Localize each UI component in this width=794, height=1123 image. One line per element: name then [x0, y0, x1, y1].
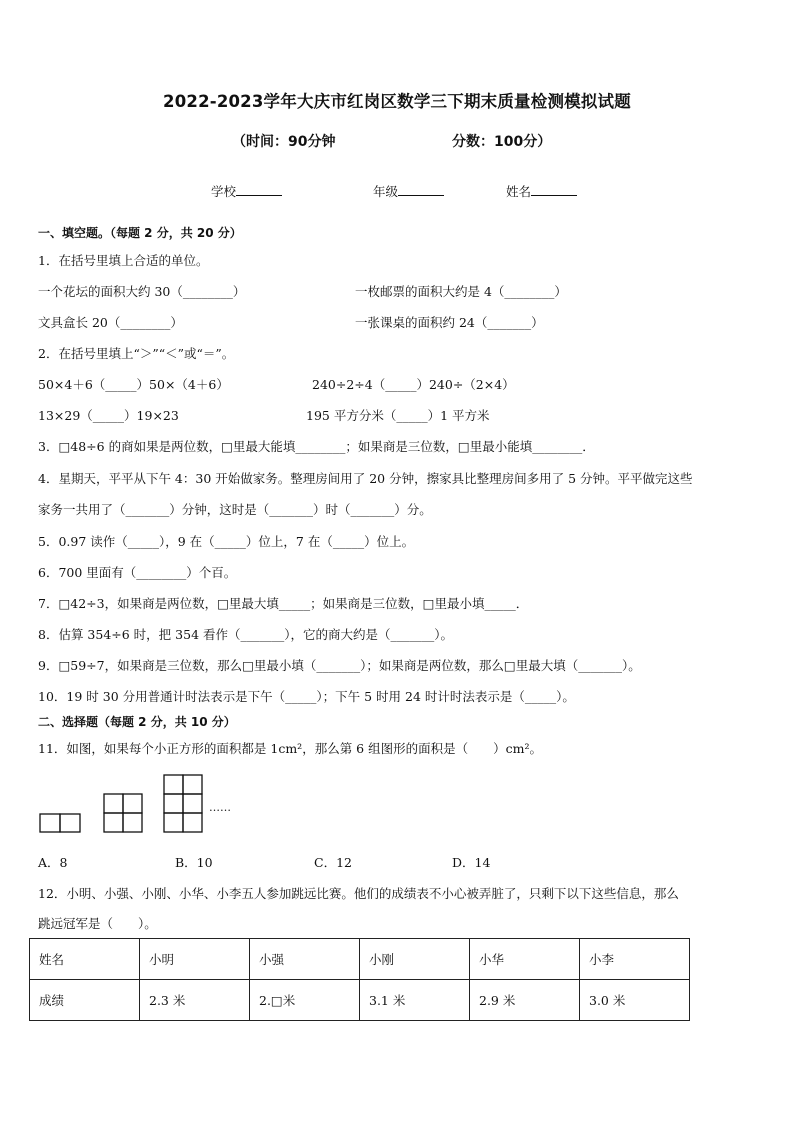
- table-cell: 小强: [250, 939, 360, 980]
- pattern-ellipsis: ……: [209, 801, 231, 814]
- q2-b: 240÷2÷4（_____）240÷（2×4）: [312, 377, 515, 392]
- q12-line2: 跳远冠军是（ ）。: [38, 916, 157, 931]
- page-title: 2022-2023学年大庆市红岗区数学三下期末质量检测模拟试题: [163, 92, 631, 111]
- exam-time: （时间：90分钟: [232, 134, 336, 150]
- section2-heading: 二、选择题（每题 2 分，共 10 分）: [38, 715, 236, 729]
- table-cell: 3.1 米: [360, 980, 470, 1021]
- table-header-row: [30, 939, 690, 980]
- long-jump-results-table: [29, 938, 690, 1021]
- table-cell: 小明: [140, 939, 250, 980]
- pattern-group-3: [164, 775, 202, 832]
- q1-d: 一张课桌的面积约 24（_______）: [355, 315, 544, 330]
- grade-blank: [398, 183, 444, 196]
- q10: 10．19 时 30 分用普通计时法表示是下午（_____）；下午 5 时用 24 时计时法表示是（_____）。: [38, 689, 575, 704]
- section1-heading: 一、填空题。（每题 2 分，共 20 分）: [38, 226, 242, 240]
- square-pattern-figure: [36, 774, 236, 838]
- q3: 3．□48÷6 的商如果是两位数，□里最大能填________；如果商是三位数，□里最小能填________．: [38, 439, 595, 454]
- q1-b: 一枚邮票的面积大约是 4（________）: [355, 284, 567, 299]
- q1-stem: 1．在括号里填上合适的单位。: [38, 253, 209, 268]
- school-field: [211, 182, 282, 200]
- q11-option-c[interactable]: C．12: [314, 855, 352, 870]
- q2-c: 13×29（_____）19×23: [38, 408, 179, 423]
- q1-c: 文具盒长 20（________）: [38, 315, 183, 330]
- q9: 9．□59÷7，如果商是三位数，那么□里最小填（_______）；如果商是两位数，那么□里最大填（_______）。: [38, 658, 641, 673]
- q2-stem: 2．在括号里填上“＞”“＜”或“＝”。: [38, 346, 235, 361]
- table-cell: 小刚: [360, 939, 470, 980]
- table-cell: 成绩: [30, 980, 140, 1021]
- q4-line2: 家务一共用了（_______）分钟，这时是（_______）时（_______）分。: [38, 502, 432, 517]
- q11-option-b[interactable]: B．10: [175, 855, 213, 870]
- table-cell: 姓名: [30, 939, 140, 980]
- table-row: [30, 980, 690, 1021]
- table-cell: 小李: [580, 939, 690, 980]
- school-label: 学校: [211, 184, 237, 199]
- q8: 8．估算 354÷6 时，把 354 看作（_______），它的商大约是（_______）。: [38, 627, 453, 642]
- q2-d: 195 平方分米（_____）1 平方米: [306, 408, 490, 423]
- school-blank: [236, 183, 282, 196]
- q11-stem: 11．如图，如果每个小正方形的面积都是 1cm²，那么第 6 组图形的面积是（ ）cm²。: [38, 741, 542, 756]
- pattern-group-1: [40, 814, 80, 832]
- table-cell: 小华: [470, 939, 580, 980]
- q6: 6．700 里面有（________）个百。: [38, 565, 237, 580]
- q11-option-d[interactable]: D．14: [452, 855, 491, 870]
- table-cell: 2.9 米: [470, 980, 580, 1021]
- q4-line1: 4．星期天，平平从下午 4：30 开始做家务。整理房间用了 20 分钟，擦家具比整理房间多用了 5 分钟。平平做完这些: [38, 471, 693, 486]
- q7: 7．□42÷3，如果商是两位数，□里最大填_____；如果商是三位数，□里最小填_____．: [38, 596, 529, 611]
- exam-score: 分数：100分）: [452, 134, 552, 150]
- table-cell: 2.3 米: [140, 980, 250, 1021]
- table-cell: 3.0 米: [580, 980, 690, 1021]
- name-field: [506, 182, 577, 200]
- q5: 5．0.97 读作（_____），9 在（_____）位上，7 在（_____）位上。: [38, 534, 415, 549]
- q1-a: 一个花坛的面积大约 30（________）: [38, 284, 246, 299]
- table-cell: 2.□米: [250, 980, 360, 1021]
- name-blank: [531, 183, 577, 196]
- name-label: 姓名: [506, 184, 532, 199]
- q2-a: 50×4＋6（_____）50×（4＋6）: [38, 377, 229, 392]
- q11-option-a[interactable]: A．8: [38, 855, 68, 870]
- grade-field: [373, 182, 444, 200]
- q12-line1: 12．小明、小强、小刚、小华、小李五人参加跳远比赛。他们的成绩表不小心被弄脏了，只剩下以下这些信息，那么: [38, 886, 679, 901]
- pattern-group-2: [104, 794, 142, 832]
- grade-label: 年级: [373, 184, 399, 199]
